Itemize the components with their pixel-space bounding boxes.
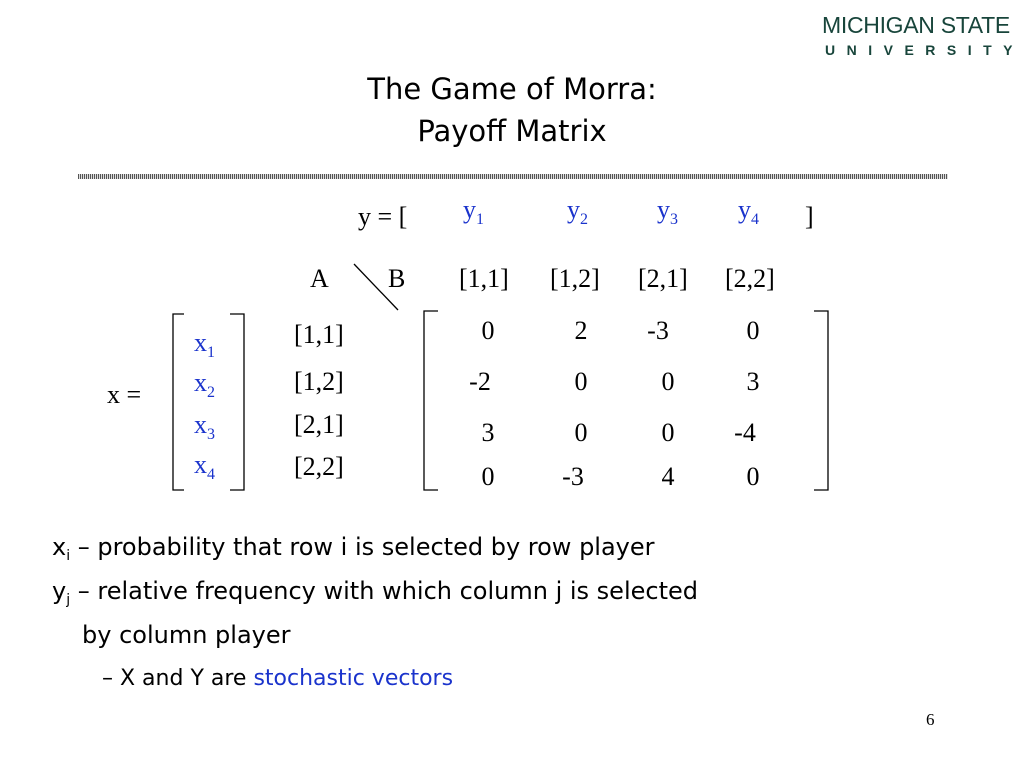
player-b-label: B [388,264,406,293]
sub-bullet: – X and Y are stochastic vectors [102,666,454,691]
y-vector-prefix: y = [ [358,202,408,231]
title-divider [78,174,948,179]
row-label-4: [2,2] [294,452,344,481]
matrix-cell-r1-c4: 0 [746,316,760,345]
row-label-1: [1,1] [294,320,344,349]
row-label-3: [2,1] [294,410,344,439]
msu-logo [822,10,1024,60]
col-label-4: [2,2] [725,264,775,293]
col-label-1: [1,1] [459,264,509,293]
x-item-4: $x_4$ [194,450,215,483]
x-item-2: $x_2$ [194,368,215,401]
slide-title-line-2: Payoff Matrix [417,114,607,148]
matrix-cell-r1-c2: 2 [574,316,588,345]
definition-y: $y_j$ – relative frequency with which column j is selected [52,577,698,608]
col-label-2: [1,2] [550,264,600,293]
matrix-cell-r1-c3: -3 [647,316,669,345]
y-vector-suffix: ] [805,202,814,231]
definition-x: $x_i$ – probability that row i is selected by row player [52,533,655,564]
matrix-cell-r3-c2: 0 [574,418,588,447]
x-item-3: $x_3$ [194,410,215,443]
matrix-cell-r4-c4: 0 [746,462,760,491]
x-vector-prefix: x = [107,380,142,409]
x-item-1: $x_1$ [194,328,215,361]
matrix-cell-r2-c3: 0 [661,367,675,396]
matrix-cell-r2-c1: -2 [469,367,491,396]
matrix-cell-r2-c2: 0 [574,367,588,396]
player-a-label: A [310,264,329,293]
page-number: 6 [926,710,935,729]
matrix-cell-r3-c4: -4 [734,418,756,447]
y-item-1: $y_1$ [463,195,484,228]
matrix-cell-r2-c4: 3 [746,367,760,396]
definition-y-continued: by column player [82,621,291,649]
y-item-4: $y_4$ [738,195,759,228]
matrix-cell-r3-c3: 0 [661,418,675,447]
row-label-2: [1,2] [294,367,344,396]
matrix-cell-r4-c3: 4 [661,462,675,491]
matrix-cell-r1-c1: 0 [481,316,495,345]
col-label-3: [2,1] [638,264,688,293]
logo-line-2: UNIVERSITY [825,42,1024,58]
slide-title-line-1: The Game of Morra: [367,72,657,106]
y-item-3: $y_3$ [657,195,678,228]
logo-line-1: MICHIGAN STATE [822,12,1010,38]
stochastic-vectors-link[interactable]: stochastic vectors [253,666,454,691]
matrix-cell-r4-c2: -3 [562,462,584,491]
matrix-cell-r3-c1: 3 [481,418,495,447]
y-item-2: $y_2$ [567,195,588,228]
matrix-cell-r4-c1: 0 [481,462,495,491]
